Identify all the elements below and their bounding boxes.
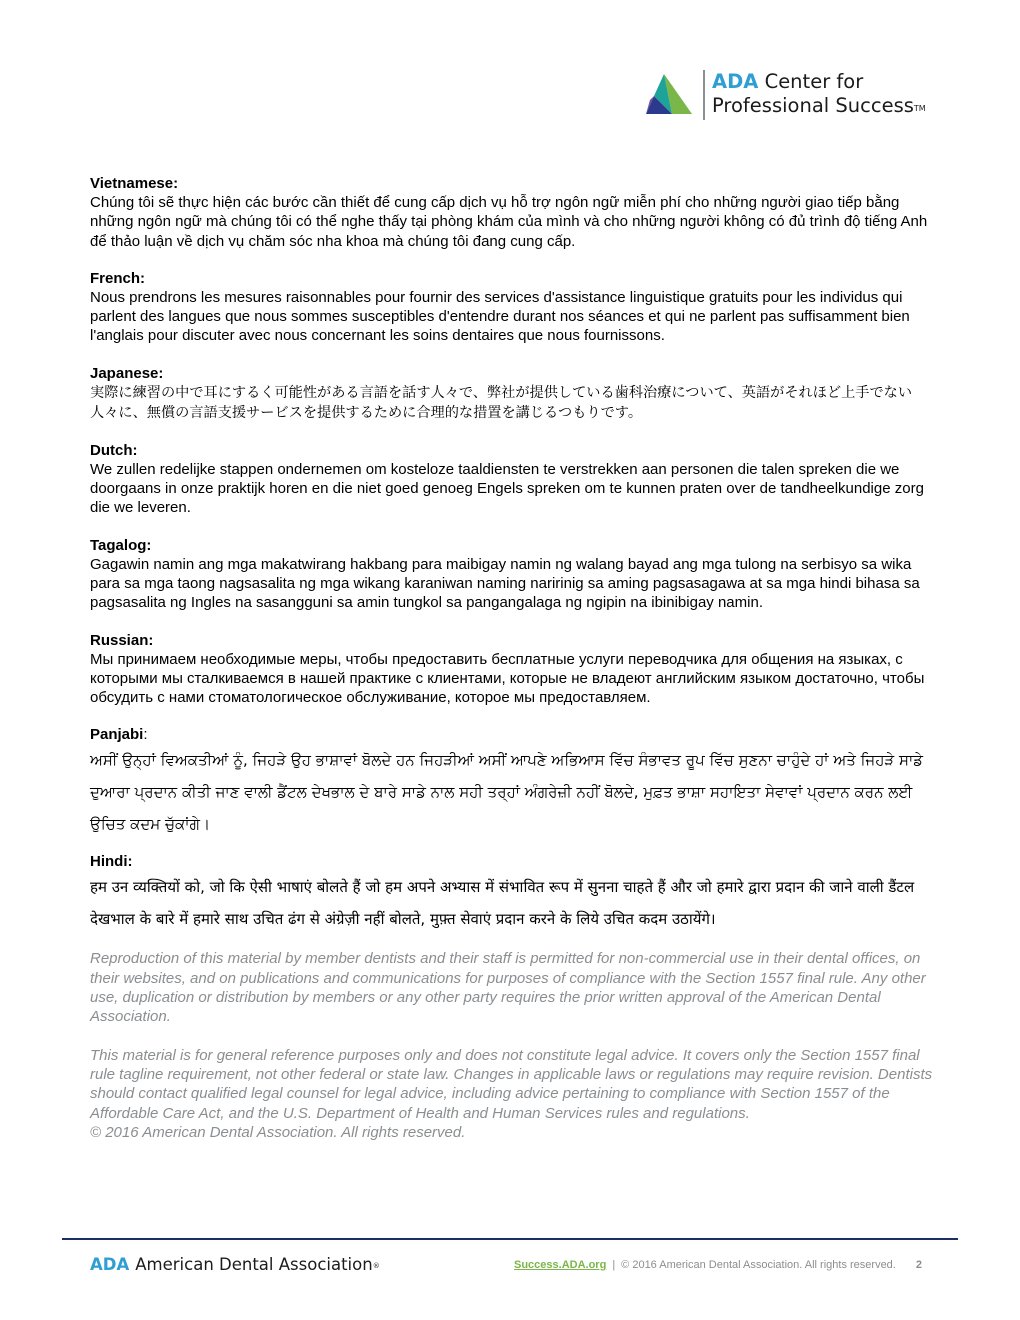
section-heading: Vietnamese: bbox=[90, 175, 179, 192]
section-heading-colon: : bbox=[143, 726, 148, 744]
logo-line2: Professional Success bbox=[712, 94, 914, 117]
section-japanese bbox=[90, 364, 940, 423]
footer-divider bbox=[62, 1238, 958, 1240]
footer-site-link[interactable]: Success.ADA.org bbox=[514, 1259, 607, 1271]
section-heading: Dutch: bbox=[90, 441, 138, 459]
copyright-notice: © 2016 American Dental Association. All rights reserved. bbox=[90, 1123, 466, 1141]
section-body: हम उन व्यक्तियों को, जो कि ऐसी भाषाएं बोलते हैं जो हम अपने अभ्यास में संभावित रूप में सुनना चाहते हैं और जो हमारे द्वारा प्रदान की जाने वाली डैंटल देखभाल के बारे में हमारे साथ उचित ढंग से अंग्रेज़ी नहीं बोलते, मुफ़्त सेवाएं प्रदान करने के लिये उचित कदम उठायेंगे। bbox=[90, 878, 915, 929]
section-heading: Hindi: bbox=[90, 853, 133, 871]
section-body: Nous prendrons les mesures raisonnables pour fournir des services d'assistance linguistique gratuits pour les individus qui parlent des langues que nous sommes susceptibles d'entendre durant nos séances et qui ne parlent pas suffisamment bien l'anglais pour discuter avec nous concernant les soins dentaires que nous fournissons. bbox=[90, 288, 910, 345]
footer-info bbox=[514, 1258, 922, 1272]
logo-wordmark bbox=[712, 70, 926, 118]
footer-separator: | bbox=[612, 1259, 616, 1271]
section-heading: Russian: bbox=[90, 631, 154, 649]
section-panjabi bbox=[90, 725, 940, 840]
ada-cps-logo-mark-icon bbox=[646, 74, 692, 114]
footer-copyright: © 2016 American Dental Association. All rights reserved. bbox=[621, 1259, 896, 1271]
section-heading: French: bbox=[90, 269, 146, 287]
section-body: Gagawin namin ang mga makatwirang hakbang para maibigay namin ng walang bayad ang mga tulong na serbisyo sa wika para sa mga taong nagsasalita ng mga wikang karaniwan naming naririnig sa aming pagsasagawa at sa mga hindi bihasa sa pagsasalita ng Ingles na sasangguni sa amin tungkol sa pangangalaga ng ngipin na ibinibigay namin. bbox=[90, 555, 920, 612]
legal-disclaimer-text: This material is for general reference purposes only and does not constitute legal advice. It covers only the Section 1557 final rule tagline requirement, not other federal or state law. Changes in applicable laws or regulations may require revision. Dentists should contact qualified legal counsel for legal advice, including advice pertaining to compliance with Section 1557 of the Affordable Care Act, and the U.S. Department of Health and Human Services rules and regulations. bbox=[90, 1046, 933, 1122]
section-russian bbox=[90, 631, 940, 708]
logo-divider bbox=[703, 70, 705, 120]
section-heading: Japanese: bbox=[90, 364, 164, 382]
section-hindi bbox=[90, 852, 940, 935]
logo-line1: Center for bbox=[758, 70, 864, 93]
legal-disclaimer bbox=[90, 1046, 940, 1142]
section-dutch bbox=[90, 441, 940, 518]
header-logo bbox=[646, 68, 946, 124]
logo-ada-word: ADA bbox=[712, 70, 759, 93]
document-content bbox=[90, 174, 940, 1161]
section-body: We zullen redelijke stappen ondernemen om kosteloze taaldiensten te verstrekken aan personen die talen spreken die we doorgaans in onze praktijk horen en die niet goed genoeg Engels spreken om te kunnen praten over de tandheelkundige zorg die we leveren. bbox=[90, 460, 924, 517]
footer-logo bbox=[90, 1254, 380, 1276]
page-number: 2 bbox=[915, 1259, 922, 1271]
reproduction-notice: Reproduction of this material by member dentists and their staff is permitted for non-commercial use in their dental offices, on their websites, and on publications and communications for purposes of compliance with the Section 1557 final rule. Any other use, duplication or distribution by members or any other party requires the prior written approval of the American Dental Association. bbox=[90, 950, 926, 1026]
section-heading-text: Panjabi bbox=[90, 726, 144, 744]
section-body: 実際に練習の中で耳にするく可能性がある言語を話す人々で、弊社が提供している歯科治療について、英語がそれほど上手でない人々に、無償の言語支援サービスを提供するために合理的な措置を講じるつもりです。 bbox=[90, 384, 913, 421]
section-vietnamese bbox=[90, 174, 940, 251]
footer-logo-ada: ADA bbox=[90, 1255, 130, 1274]
section-body: ਅਸੀਂ ਉਨ੍ਹਾਂ ਵਿਅਕਤੀਆਂ ਨੂੰ, ਜਿਹੜੇ ਉਹ ਭਾਸ਼ਾਵਾਂ ਬੋਲਦੇ ਹਨ ਜਿਹੜੀਆਂ ਅਸੀਂ ਆਪਣੇ ਅਭਿਆਸ ਵਿੱਚ ਸੰਭਾਵਤ ਰੂਪ ਵਿੱਚ ਸੁਣਨਾ ਚਾਹੁੰਦੇ ਹਾਂ ਅਤੇ ਜਿਹੜੇ ਸਾਡੇ ਦੁਆਰਾ ਪ੍ਰਦਾਨ ਕੀਤੀ ਜਾਣ ਵਾਲੀ ਡੈਂਟਲ ਦੇਖਭਾਲ ਦੇ ਬਾਰੇ ਸਾਡੇ ਨਾਲ ਸਹੀ ਤਰ੍ਹਾਂ ਅੰਗਰੇਜ਼ੀ ਨਹੀਂ ਬੋਲਦੇ, ਮੁਫ਼ਤ ਭਾਸ਼ਾ ਸਹਾਇਤਾ ਸੇਵਾਵਾਂ ਪ੍ਰਦਾਨ ਕਰਨ ਲਈ ਉਚਿਤ ਕਦਮ ਚੁੱਕਾਂਗੇ। bbox=[90, 751, 924, 834]
section-heading bbox=[90, 725, 940, 744]
footer-logo-name: American Dental Association bbox=[135, 1255, 373, 1274]
logo-trademark: TM bbox=[913, 104, 926, 113]
section-tagalog bbox=[90, 536, 940, 613]
footer-logo-registered: ® bbox=[372, 1262, 380, 1270]
section-body: Chúng tôi sẽ thực hiện các bước cần thiết để cung cấp dịch vụ hỗ trợ ngôn ngữ miễn phí cho những người giao tiếp bằng những ngôn ngữ mà chúng tôi có thể nghe thấy tại phòng khám của mình và cho những người không có đủ trình độ tiếng Anh để thảo luận về dịch vụ chăm sóc nha khoa mà chúng tôi đang cung cấp. bbox=[90, 194, 928, 250]
section-french bbox=[90, 269, 940, 346]
section-body: Мы принимаем необходимые меры, чтобы предоставить бесплатные услуги переводчика для общения на языках, с которыми мы сталкиваемся в нашей практике с клиентами, которые не владеют английским языком достаточно, чтобы обсудить с нами стоматологическое обслуживание, которое мы предоставляем. bbox=[90, 650, 925, 707]
section-heading: Tagalog: bbox=[90, 536, 152, 554]
